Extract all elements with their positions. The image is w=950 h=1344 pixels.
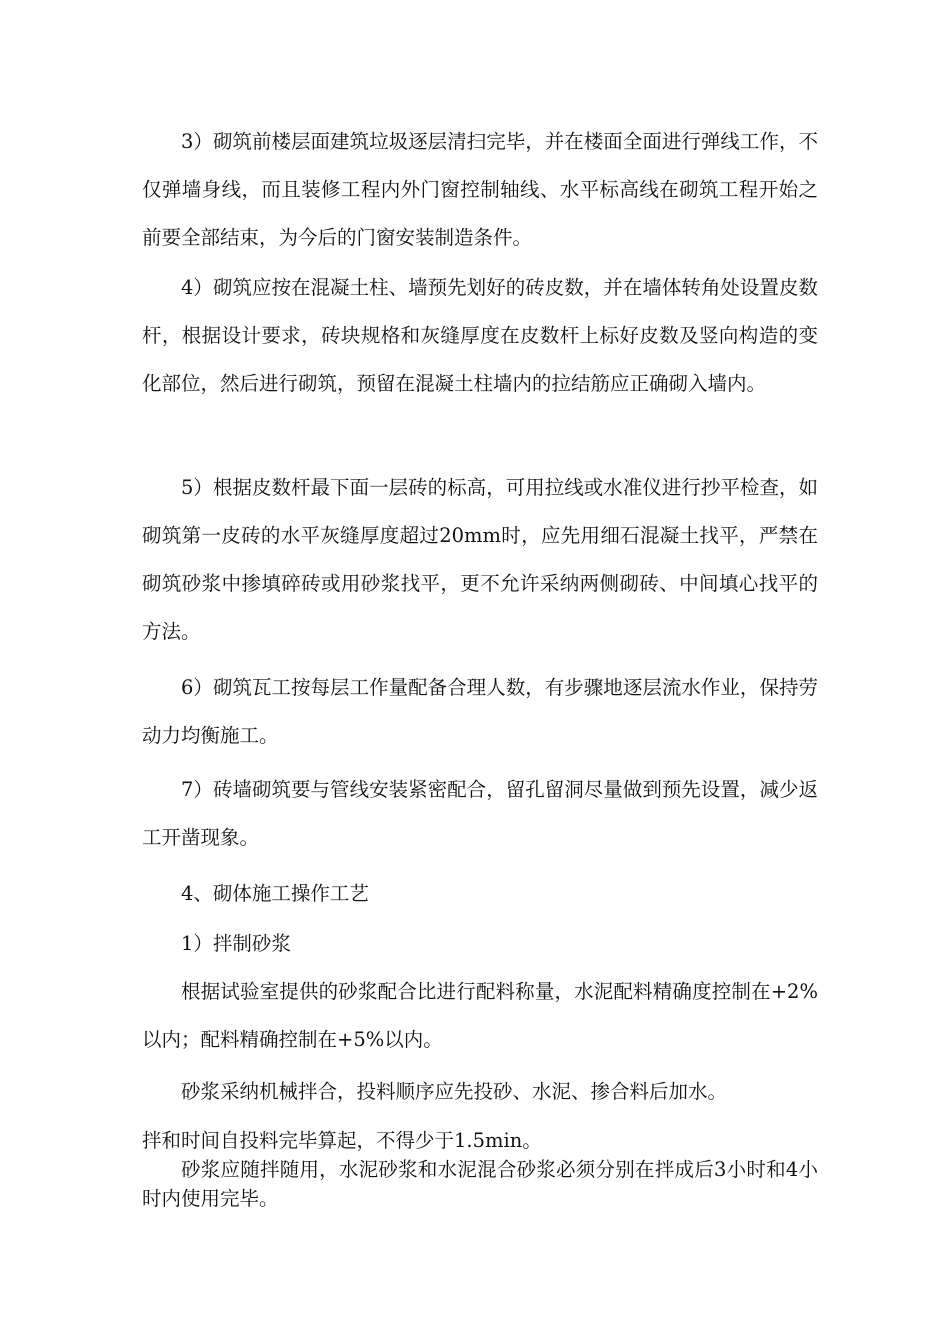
paragraph-mix-ratio: 根据试验室提供的砂浆配合比进行配料称量，水泥配料精确度控制在+2%以内；配料精确控制在+5%以内。: [142, 980, 818, 1051]
paragraph-mixing-order: 砂浆采纳机械拌合，投料顺序应先投砂、水泥、掺合料后加水。: [181, 1080, 728, 1103]
paragraph-usage-time: 砂浆应随拌随用，水泥砂浆和水泥混合砂浆必须分别在拌成后3小时和4小时内使用完毕。: [142, 1158, 818, 1210]
paragraph-5: 5）根据皮数杆最下面一层砖的标高，可用拉线或水准仪进行抄平检查，如砌筑第一皮砖的水平灰缝厚度超过20mm时，应先用细石混凝土找平，严禁在砌筑砂浆中掺填碎砖或用砂浆找平，更不允许采纳两侧砌砖、中间填心找平的方法。: [142, 476, 818, 643]
paragraph-3: 3）砌筑前楼层面建筑垃圾逐层清扫完毕，并在楼面全面进行弹线工作，不仅弹墙身线，而且装修工程内外门窗控制轴线、水平标高线在砌筑工程开始之前要全部结束，为今后的门窗安装制造条件。: [142, 130, 818, 249]
paragraph-7: 7）砖墙砌筑要与管线安装紧密配合，留孔留洞尽量做到预先设置，减少返工开凿现象。: [142, 778, 818, 849]
paragraph-4: 4）砌筑应按在混凝土柱、墙预先划好的砖皮数，并在墙体转角处设置皮数杆，根据设计要求，砖块规格和灰缝厚度在皮数杆上标好皮数及竖向构造的变化部位，然后进行砌筑，预留在混凝土柱墙内的拉结筋应正确砌入墙内。: [142, 276, 818, 395]
paragraph-mixing-time: 拌和时间自投料完毕算起，不得少于1.5min。: [142, 1129, 542, 1152]
paragraph-6: 6）砌筑瓦工按每层工作量配备合理人数，有步骤地逐层流水作业，保持劳动力均衡施工。: [142, 676, 818, 747]
section-heading: 4、砌体施工操作工艺: [181, 882, 369, 905]
subsection-heading: 1）拌制砂浆: [181, 932, 291, 955]
